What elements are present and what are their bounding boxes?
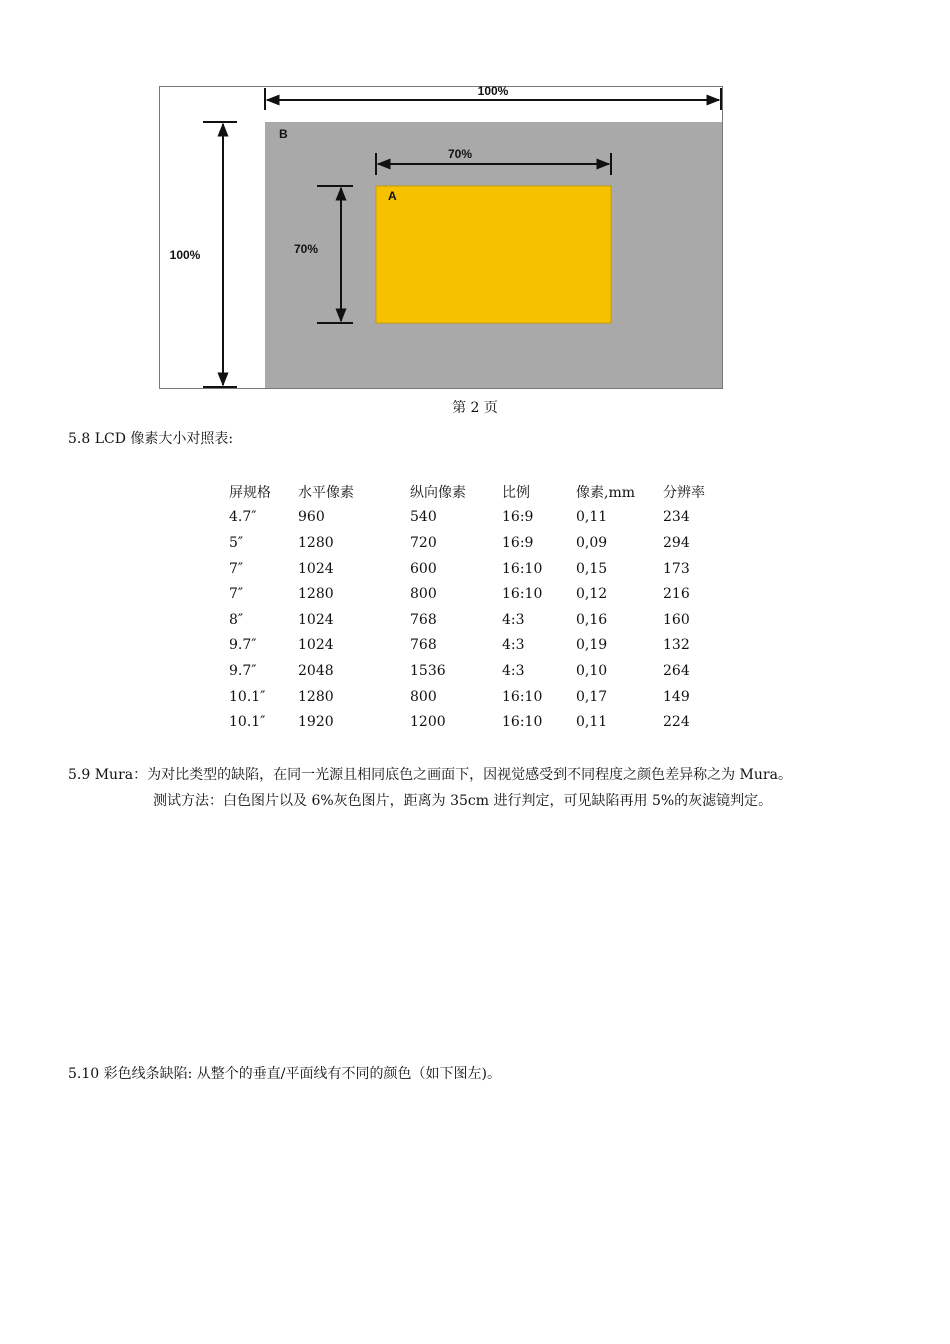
cell-resolution: 132: [663, 637, 690, 654]
cell-pixel-size-mm: 0,11: [576, 714, 608, 731]
cell-screen-size: 7″: [229, 560, 244, 577]
header-screen-size: 屏规格: [229, 484, 271, 501]
cell-aspect-ratio: 16:9: [502, 509, 534, 526]
cell-screen-size: 5″: [229, 534, 244, 551]
cell-screen-size: 8″: [229, 611, 244, 628]
header-resolution: 分辨率: [663, 484, 705, 501]
cell-vertical-pixels: 540: [410, 509, 437, 526]
cell-vertical-pixels: 800: [410, 586, 437, 603]
cell-screen-size: 9.7″: [229, 637, 257, 654]
screen-area-diagram: [159, 86, 723, 389]
inner-height-label: 70%: [293, 242, 319, 256]
cell-horizontal-pixels: 1280: [298, 534, 334, 551]
cell-horizontal-pixels: 1280: [298, 586, 334, 603]
table-body: [229, 505, 723, 735]
left-height-label: 100%: [169, 248, 201, 262]
table-row: [229, 505, 723, 531]
cell-vertical-pixels: 1200: [410, 714, 446, 731]
table-row: [229, 684, 723, 710]
cell-vertical-pixels: 800: [410, 688, 437, 705]
section-5-8-title: 5.8 LCD 像素大小对照表:: [68, 431, 234, 447]
top-width-label: 100%: [477, 86, 509, 98]
cell-horizontal-pixels: 960: [298, 509, 325, 526]
cell-pixel-size-mm: 0,17: [576, 688, 608, 705]
section-5-9-line-1: 5.9 Mura：为对比类型的缺陷，在同一光源且相同底色之画面下，因视觉感受到不同程度之颜色差异称之为 Mura。: [68, 767, 792, 783]
inner-area-a: [376, 186, 611, 323]
table-row: [229, 530, 723, 556]
cell-aspect-ratio: 16:10: [502, 586, 543, 603]
cell-pixel-size-mm: 0,12: [576, 586, 608, 603]
cell-aspect-ratio: 16:10: [502, 714, 543, 731]
cell-vertical-pixels: 720: [410, 534, 437, 551]
inner-width-label: 70%: [447, 147, 473, 161]
cell-resolution: 160: [663, 611, 690, 628]
header-vertical-pixels: 纵向像素: [410, 484, 466, 501]
cell-resolution: 234: [663, 509, 690, 526]
cell-screen-size: 4.7″: [229, 509, 257, 526]
table-row: [229, 556, 723, 582]
cell-aspect-ratio: 4:3: [502, 637, 525, 654]
cell-resolution: 173: [663, 560, 690, 577]
cell-screen-size: 10.1″: [229, 714, 266, 731]
cell-pixel-size-mm: 0,16: [576, 611, 608, 628]
cell-vertical-pixels: 600: [410, 560, 437, 577]
cell-aspect-ratio: 16:9: [502, 534, 534, 551]
section-5-9-line-2: 测试方法：白色图片以及 6%灰色图片，距离为 35cm 进行判定，可见缺陷再用 5%的灰滤镜判定。: [153, 793, 773, 809]
header-horizontal-pixels: 水平像素: [298, 484, 354, 501]
cell-vertical-pixels: 768: [410, 637, 437, 654]
cell-vertical-pixels: 768: [410, 611, 437, 628]
cell-screen-size: 9.7″: [229, 662, 257, 679]
table-row: [229, 709, 723, 735]
header-aspect-ratio: 比例: [502, 484, 530, 501]
table-row: [229, 581, 723, 607]
cell-horizontal-pixels: 1024: [298, 560, 334, 577]
cell-horizontal-pixels: 1024: [298, 611, 334, 628]
table-row: [229, 633, 723, 659]
cell-resolution: 264: [663, 662, 690, 679]
lcd-pixel-size-table: [229, 479, 723, 735]
section-5-10-line-1: 5.10 彩色线条缺陷: 从整个的垂直/平面线有不同的颜色（如下图左)。: [68, 1066, 501, 1082]
cell-pixel-size-mm: 0,15: [576, 560, 608, 577]
inner-area-label: A: [388, 189, 397, 203]
cell-pixel-size-mm: 0,19: [576, 637, 608, 654]
cell-aspect-ratio: 4:3: [502, 662, 525, 679]
outer-area-label: B: [279, 127, 288, 141]
table-row: [229, 658, 723, 684]
cell-resolution: 294: [663, 534, 690, 551]
cell-aspect-ratio: 16:10: [502, 560, 543, 577]
cell-pixel-size-mm: 0,10: [576, 662, 608, 679]
cell-resolution: 149: [663, 688, 690, 705]
cell-horizontal-pixels: 1280: [298, 688, 334, 705]
cell-aspect-ratio: 16:10: [502, 688, 543, 705]
cell-pixel-size-mm: 0,09: [576, 534, 608, 551]
cell-aspect-ratio: 4:3: [502, 611, 525, 628]
cell-horizontal-pixels: 1024: [298, 637, 334, 654]
cell-horizontal-pixels: 2048: [298, 662, 334, 679]
cell-pixel-size-mm: 0,11: [576, 509, 608, 526]
cell-resolution: 216: [663, 586, 690, 603]
cell-screen-size: 10.1″: [229, 688, 266, 705]
cell-horizontal-pixels: 1920: [298, 714, 334, 731]
cell-vertical-pixels: 1536: [410, 662, 446, 679]
header-pixel-size-mm: 像素,mm: [576, 484, 636, 501]
cell-screen-size: 7″: [229, 586, 244, 603]
cell-resolution: 224: [663, 714, 690, 731]
table-row: [229, 607, 723, 633]
table-header-row: [229, 479, 723, 505]
page-number: 第 2 页: [452, 400, 498, 416]
